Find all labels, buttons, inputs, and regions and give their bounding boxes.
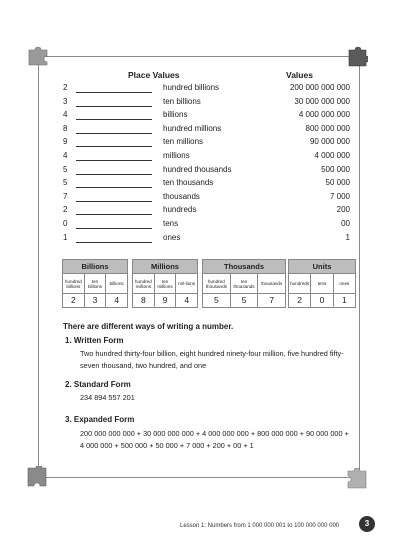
- page-number: 3: [359, 516, 375, 532]
- row-place-name: ten billions: [163, 96, 201, 106]
- answer-blank-line: [76, 242, 152, 243]
- answer-blank-line: [76, 214, 152, 215]
- answer-blank-line: [76, 228, 152, 229]
- period-columns: [289, 274, 355, 294]
- row-place-name: billions: [163, 110, 188, 120]
- period-digits: [133, 294, 197, 307]
- row-digit: 4: [63, 151, 68, 160]
- place-value-row: [0, 219, 416, 231]
- digit-cell: 5: [203, 294, 231, 307]
- row-place-name: ten millions: [163, 137, 204, 147]
- row-place-name: hundreds: [163, 205, 197, 215]
- row-value: 200: [336, 205, 350, 215]
- period-group: [288, 259, 356, 308]
- digit-cell: 7: [269, 295, 275, 305]
- row-value: 200 000 000 000: [289, 83, 350, 92]
- period-name: Units: [289, 260, 355, 274]
- row-place-name: millions: [163, 151, 190, 160]
- puzzle-piece-icon: [346, 46, 368, 68]
- column-header: hundred thousands: [203, 274, 231, 293]
- period-group: [132, 259, 198, 308]
- place-value-row: [0, 124, 416, 136]
- row-digit: 5: [63, 178, 68, 188]
- standard-form-heading: 2. Standard Form: [65, 380, 131, 389]
- row-value: 500 000: [321, 164, 350, 174]
- puzzle-piece-icon: [27, 44, 49, 66]
- answer-blank-line: [76, 133, 152, 134]
- row-place-name: hundred millions: [163, 123, 222, 133]
- place-value-row: [0, 110, 416, 122]
- values-heading: Values: [286, 70, 313, 80]
- column-header: ten billions: [85, 274, 107, 293]
- place-values-heading: Place Values: [128, 70, 180, 80]
- answer-blank-line: [76, 146, 152, 147]
- digit-cell: 4: [184, 295, 190, 305]
- answer-blank-line: [76, 174, 152, 175]
- row-value: 1: [345, 232, 350, 242]
- digit-cell: 9: [155, 294, 177, 307]
- row-value: 00: [341, 219, 350, 228]
- place-value-row: [0, 165, 416, 177]
- period-digits: [203, 294, 285, 307]
- row-digit: 7: [63, 191, 68, 201]
- place-value-row: [0, 83, 416, 95]
- row-value: 90 000 000: [309, 137, 350, 147]
- row-digit: 4: [63, 110, 68, 120]
- period-name: Billions: [63, 260, 127, 274]
- digit-cell: 2: [63, 294, 85, 307]
- period-columns: [63, 274, 127, 294]
- column-header: hundred billions: [63, 274, 85, 293]
- expanded-form-text: 200 000 000 000 + 30 000 000 000 + 4 000 000 000 + 800 000 000 + 90 000 000 + 4 000 000 + 500 000 + 50 000 + 7 000 + 200 + 00 + 1: [80, 429, 349, 450]
- row-digit: 9: [63, 137, 68, 147]
- row-value: 4 000 000: [314, 151, 350, 160]
- expanded-form-heading: 3. Expanded Form: [65, 415, 135, 424]
- answer-blank-line: [76, 160, 152, 161]
- column-header: tens: [311, 274, 333, 293]
- period-group: [62, 259, 128, 308]
- puzzle-piece-icon: [26, 466, 48, 488]
- row-value: 30 000 000 000: [294, 96, 350, 106]
- place-value-row: [0, 137, 416, 149]
- period-name: Thousands: [203, 260, 285, 274]
- row-digit: 2: [63, 205, 68, 215]
- row-digit: 8: [63, 123, 68, 133]
- period-name: Millions: [133, 260, 197, 274]
- place-value-row: [0, 178, 416, 190]
- row-digit: 1: [63, 232, 68, 242]
- answer-blank-line: [76, 119, 152, 120]
- period-group: [202, 259, 286, 308]
- puzzle-piece-icon: [346, 468, 368, 490]
- place-value-row: [0, 97, 416, 109]
- standard-form-text: 234 894 557 201: [80, 393, 135, 402]
- row-place-name: thousands: [163, 191, 200, 201]
- column-header: thousands: [261, 281, 283, 286]
- period-digits: [63, 294, 127, 307]
- row-digit: 0: [63, 219, 68, 228]
- row-digit: 2: [63, 83, 68, 92]
- row-place-name: tens: [163, 219, 179, 228]
- digit-cell: 3: [85, 294, 107, 307]
- column-header: hundred millions: [133, 274, 155, 293]
- period-digits: [289, 294, 355, 307]
- period-columns: [203, 274, 285, 294]
- intro-text: There are different ways of writing a number.: [63, 322, 234, 331]
- row-digit: 3: [63, 96, 68, 106]
- digit-cell: 0: [311, 294, 333, 307]
- column-header: ones: [339, 281, 350, 286]
- column-header: hundreds: [289, 274, 311, 293]
- row-digit: 5: [63, 164, 68, 174]
- answer-blank-line: [76, 106, 152, 107]
- column-header: mil-lions: [178, 281, 196, 286]
- digit-cell: 4: [114, 295, 120, 305]
- digit-cell: 8: [133, 294, 155, 307]
- written-form-heading: 1. Written Form: [65, 336, 124, 345]
- row-place-name: hundred billions: [163, 83, 220, 92]
- period-columns: [133, 274, 197, 294]
- place-value-row: [0, 205, 416, 217]
- row-value: 800 000 000: [305, 123, 350, 133]
- place-value-row: [0, 151, 416, 163]
- place-value-row: [0, 192, 416, 204]
- answer-blank-line: [76, 201, 152, 202]
- row-place-name: ten thousands: [163, 178, 214, 188]
- written-form-text: Two hundred thirty-four billion, eight hundred ninety-four million, five hundred fifty-seven thousand, two hundred, and one: [80, 349, 344, 370]
- row-place-name: ones: [163, 232, 181, 242]
- row-value: 7 000: [329, 191, 350, 201]
- digit-cell: 1: [341, 295, 347, 305]
- row-value: 50 000: [325, 178, 350, 188]
- row-place-name: hundred thousands: [163, 164, 232, 174]
- digit-cell: 5: [231, 294, 259, 307]
- column-header: ten thousands: [231, 274, 259, 293]
- answer-blank-line: [76, 92, 152, 93]
- place-value-row: [0, 233, 416, 245]
- column-header: billions: [109, 281, 124, 286]
- lesson-footer: Lesson 1: Numbers from 1 000 000 001 to 100 000 000 000: [180, 523, 340, 529]
- row-value: 4 000 000 000: [298, 110, 350, 120]
- answer-blank-line: [76, 187, 152, 188]
- digit-cell: 2: [289, 294, 311, 307]
- column-header: ten millions: [155, 274, 177, 293]
